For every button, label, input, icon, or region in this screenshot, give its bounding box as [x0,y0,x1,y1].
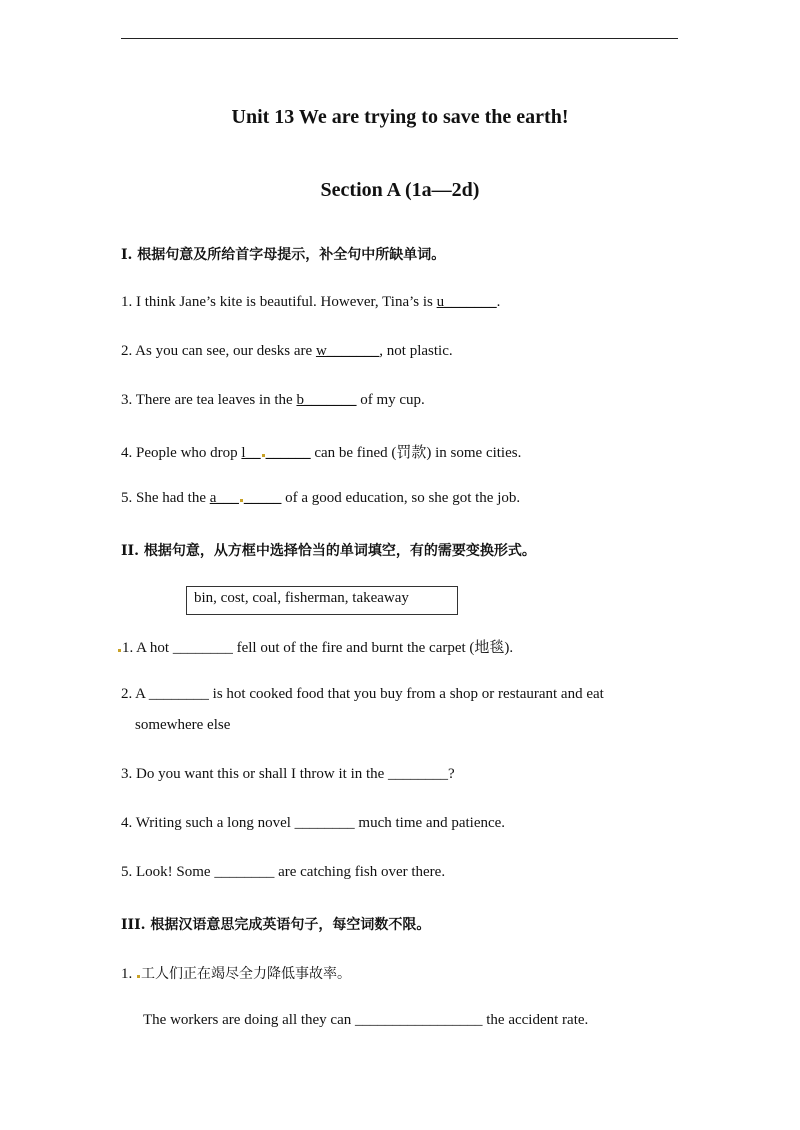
answer-blank-rest: ______ [265,445,311,461]
item-text: 1. A hot ________ fell out of the fire and burnt the carpet (地毯). [122,640,514,656]
item-text: , not plastic. [379,343,453,359]
item-text: of my cup. [356,392,425,408]
part3-item-1-english: The workers are doing all they can _________________ the accident rate. [143,1012,589,1028]
item-text: . [496,294,501,310]
chinese-prompt: 工人们正在竭尽全力降低事故率。 [141,966,351,982]
answer-blank: a___ [209,490,239,506]
answer-blank: w_______ [315,343,380,359]
part2-item-2-continuation: somewhere else [135,717,231,733]
part1-item-5 [121,490,520,507]
edit-mark [118,649,121,652]
item-text: 4. People who drop [121,445,242,461]
answer-blank: l__ [241,445,261,461]
part2-item-5: 5. Look! Some ________ are catching fish over there. [121,864,446,880]
item-number: 1. [121,966,136,982]
word-box: bin, cost, coal, fisherman, takeaway [186,586,458,615]
part3-item-1 [121,963,351,983]
part2-item-2: 2. A ________ is hot cooked food that you buy from a shop or restaurant and eat [121,686,604,702]
header-rule [121,38,678,39]
section-title: Section A (1a—2d) [320,179,480,201]
document-title: Unit 13 We are trying to save the earth! [231,106,569,128]
edit-mark [137,975,140,978]
part2-heading: II. 根据句意，从方框中选择恰当的单词填空，有的需要变换形式。 [121,543,536,559]
item-text: 2. As you can see, our desks are [121,343,316,359]
part1-item-3 [121,392,425,409]
item-text: of a good education, so she got the job. [281,490,521,506]
part1-heading: I. 根据句意及所给首字母提示，补全句中所缺单词。 [121,247,446,263]
item-text: 3. There are tea leaves in the [121,392,297,408]
part1-item-2 [121,343,453,360]
edit-mark [262,454,265,457]
answer-blank: u_______ [436,294,497,310]
part1-item-4 [121,441,521,462]
item-text: can be fined (罚款) in some cities. [310,445,522,461]
part2-item-3: 3. Do you want this or shall I throw it in the ________? [121,766,455,782]
part2-item-1 [117,636,513,657]
part1-item-1 [121,294,500,311]
part3-heading: III. 根据汉语意思完成英语句子，每空词数不限。 [121,917,431,933]
answer-blank-rest: _____ [243,490,282,506]
answer-blank: b_______ [296,392,357,408]
item-text: 5. She had the [121,490,210,506]
item-text: 1. I think Jane’s kite is beautiful. However, Tina’s is [121,294,437,310]
part2-item-4: 4. Writing such a long novel ________ much time and patience. [121,815,506,831]
edit-mark [240,499,243,502]
